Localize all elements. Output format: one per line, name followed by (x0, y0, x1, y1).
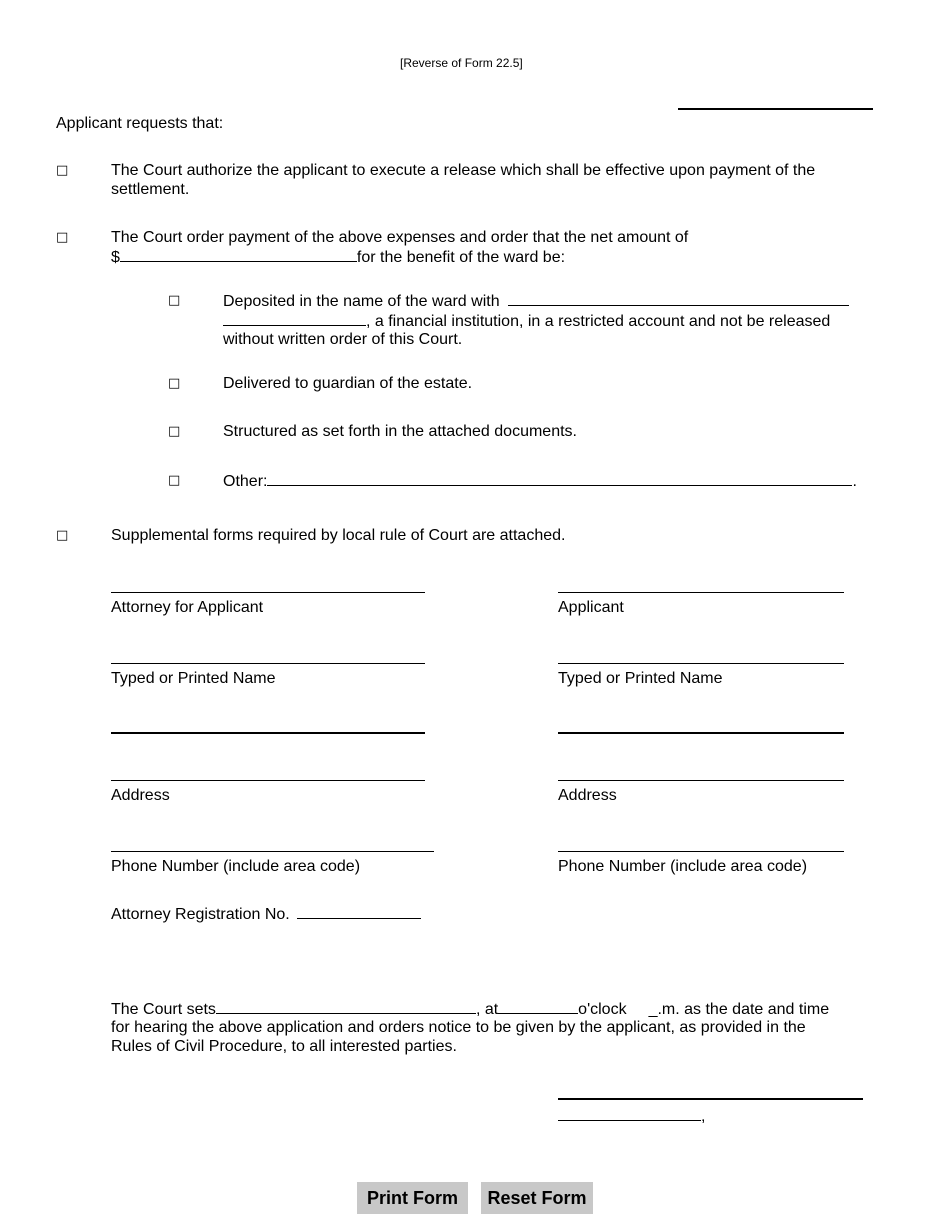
institution-field[interactable] (508, 291, 849, 306)
applicant-address-label: Address (558, 787, 617, 804)
attorney-registration (111, 904, 421, 924)
delivered-text: Delivered to guardian of the estate. (223, 375, 473, 392)
applicant-phone-label: Phone Number (include area code) (558, 858, 808, 875)
registration-field[interactable] (297, 904, 421, 919)
hearing-line3: Rules of Civil Procedure, to all interested parties. (111, 1038, 457, 1055)
supplemental-checkbox[interactable]: □ (56, 528, 69, 543)
deposited-text-line2 (223, 311, 830, 331)
release-text-line1: The Court authorize the applicant to execute a release which shall be effective upon payment of the (111, 162, 816, 179)
deposited-suffix: , a financial institution, in a restricted account and not be released (366, 313, 831, 330)
registration-label: Attorney Registration No. (111, 906, 290, 923)
attorney-address-line2[interactable] (111, 780, 425, 781)
deposited-text-line3: without written order of this Court. (223, 331, 463, 348)
other-checkbox[interactable]: □ (168, 473, 181, 488)
attorney-name-label: Typed or Printed Name (111, 670, 276, 687)
judge-title-field[interactable] (558, 1106, 701, 1121)
reset-form-button[interactable]: Reset Form (481, 1182, 593, 1214)
form-reference: [Reverse of Form 22.5] (400, 56, 523, 70)
applicant-phone-line[interactable] (558, 851, 844, 852)
attorney-address-line1[interactable] (111, 732, 425, 734)
applicant-address-line1[interactable] (558, 732, 844, 734)
hearing-time-field[interactable] (498, 999, 578, 1014)
judge-title-line (558, 1106, 705, 1126)
release-checkbox[interactable]: □ (56, 163, 69, 178)
applicant-name-line[interactable] (558, 663, 844, 664)
payment-suffix: for the benefit of the ward be: (356, 249, 566, 266)
hearing-line2: for hearing the above application and orders notice to be given by the applicant, as provided in the (111, 1019, 806, 1036)
structured-checkbox[interactable]: □ (168, 424, 181, 439)
hearing-oclock: o'clock (578, 1001, 627, 1018)
attorney-label: Attorney for Applicant (111, 599, 264, 616)
attorney-phone-label: Phone Number (include area code) (111, 858, 361, 875)
attorney-name-line[interactable] (111, 663, 425, 664)
intro-text: Applicant requests that: (56, 115, 224, 132)
attorney-phone-line[interactable] (111, 851, 434, 852)
other-field[interactable] (267, 471, 852, 486)
other-end: . (852, 473, 857, 490)
applicant-signature-line[interactable] (558, 592, 844, 593)
applicant-name-label: Typed or Printed Name (558, 670, 723, 687)
payment-checkbox[interactable]: □ (56, 230, 69, 245)
currency-symbol: $ (111, 249, 120, 266)
hearing-line1 (111, 999, 829, 1019)
judge-signature-line[interactable] (558, 1098, 863, 1100)
payment-text-line1: The Court order payment of the above expenses and order that the net amount of (111, 229, 689, 246)
attorney-address-label: Address (111, 787, 170, 804)
net-amount-field[interactable] (120, 247, 357, 262)
release-text-line2: settlement. (111, 181, 190, 198)
deposited-text-line1 (223, 291, 849, 311)
print-form-button[interactable]: Print Form (357, 1182, 468, 1214)
applicant-label: Applicant (558, 599, 624, 616)
deposited-label: Deposited in the name of the ward with (223, 293, 500, 310)
hearing-prefix: The Court sets (111, 1001, 216, 1018)
payment-text-line2 (111, 247, 565, 267)
judge-comma: , (701, 1108, 706, 1125)
structured-text: Structured as set forth in the attached documents. (223, 423, 577, 440)
supplemental-text: Supplemental forms required by local rule of Court are attached. (111, 527, 566, 544)
other-label: Other: (223, 473, 268, 490)
institution-field-continued[interactable] (223, 311, 366, 326)
applicant-address-line2[interactable] (558, 780, 844, 781)
other-line (223, 471, 857, 491)
hearing-meridiem: _.m. as the date and time (648, 1001, 830, 1018)
case-number-line[interactable] (678, 108, 873, 110)
attorney-signature-line[interactable] (111, 592, 425, 593)
hearing-at: , at (475, 1001, 499, 1018)
deposited-checkbox[interactable]: □ (168, 293, 181, 308)
delivered-checkbox[interactable]: □ (168, 376, 181, 391)
hearing-date-field[interactable] (216, 999, 476, 1014)
